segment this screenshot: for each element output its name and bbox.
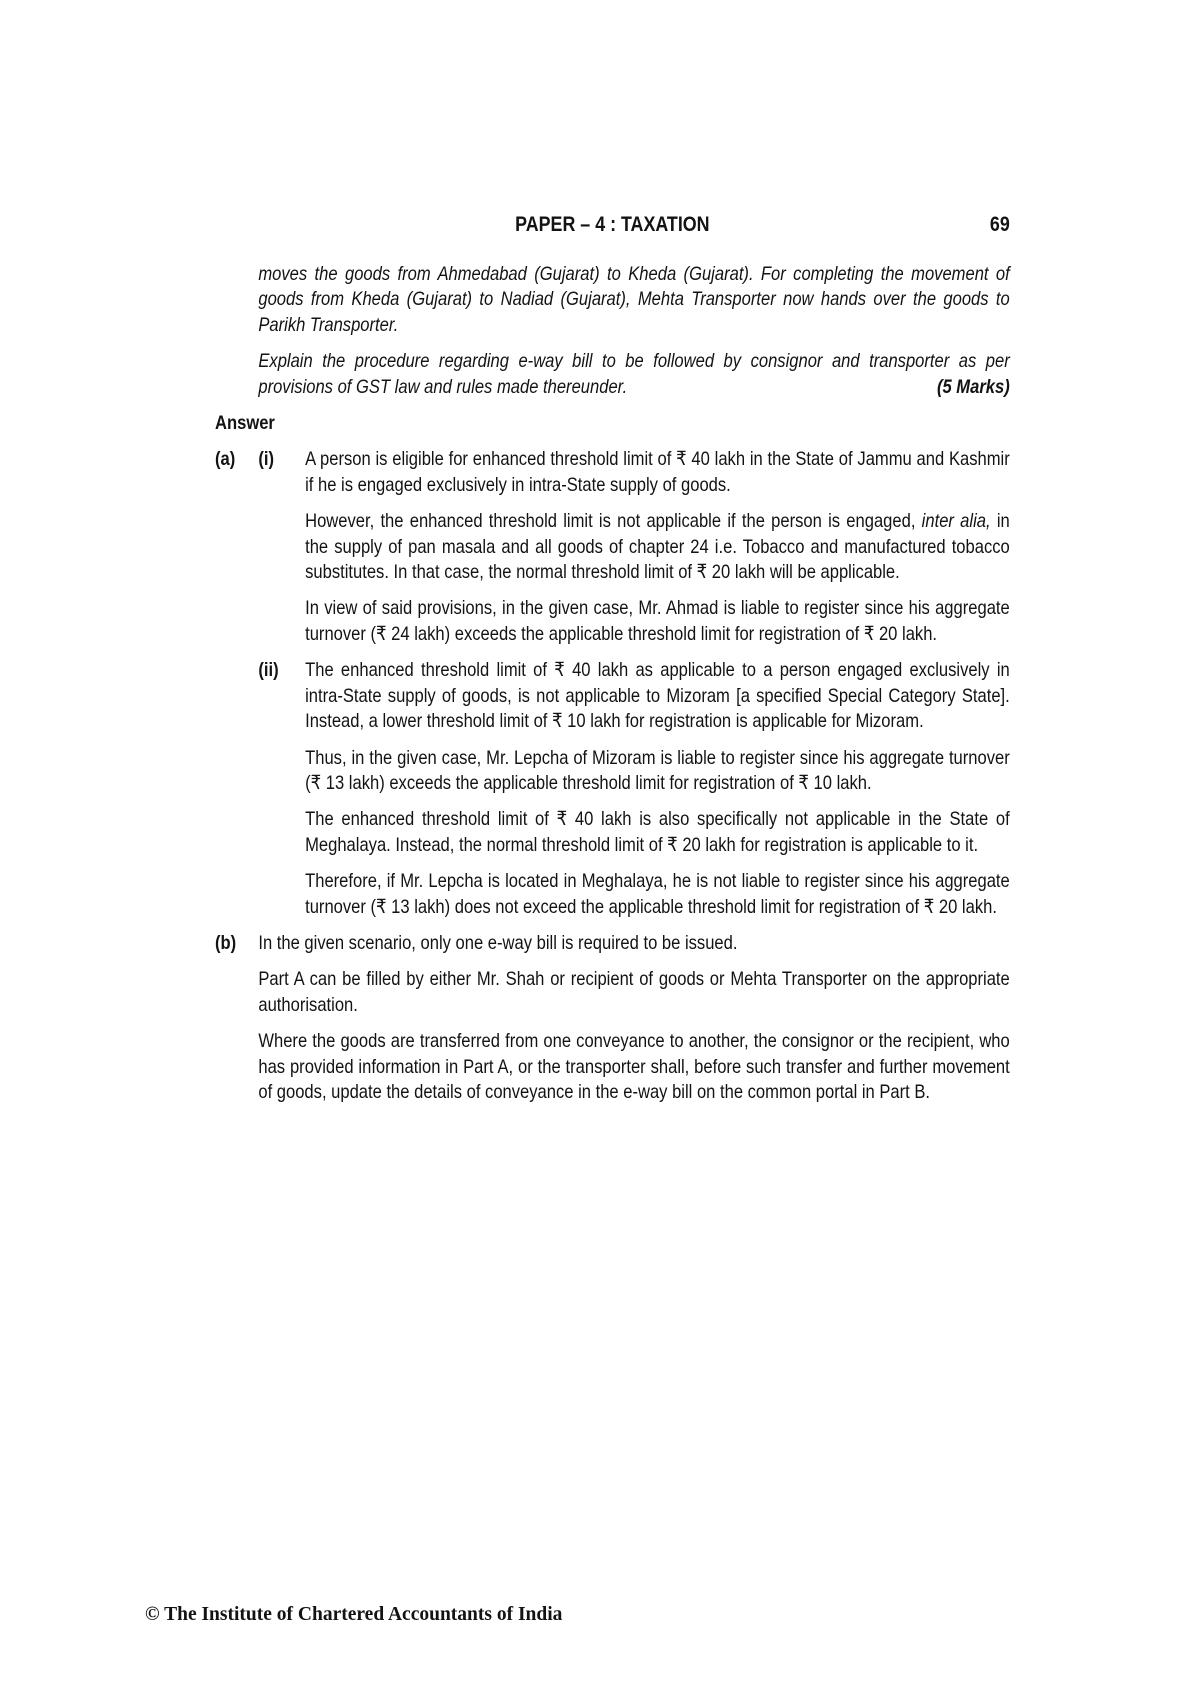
page-content <box>215 200 1010 1116</box>
label-part-b: (b) <box>215 931 237 954</box>
page-number: 69 <box>989 213 1010 236</box>
answer-b-paragraph-2: Part A can be filled by either Mr. Shah or recipient of goods or Mehta Transporter on the appropriate authorisation. <box>258 968 1010 1016</box>
question-paragraph-1: moves the goods from Ahmedabad (Gujarat) to Kheda (Gujarat). For completing the movement of goods from Kheda (Gujarat) to Nadiad (Gujarat), Mehta Transporter now hands over the goods to Parikh Transporter. <box>258 263 1010 336</box>
label-part-a: (a) <box>215 448 236 471</box>
answer-a-ii-paragraph-2: Thus, in the given case, Mr. Lepcha of Mizoram is liable to register since his aggregate turnover (₹ 13 lakh) exceeds the applicable threshold limit for registration of ₹ 10 lakh. <box>305 746 1010 794</box>
answer-b-paragraph-1: In the given scenario, only one e-way bill is required to be issued. <box>258 931 738 954</box>
answer-a-i-paragraph-2-pre: However, the enhanced threshold limit is not applicable if the person is engaged, <box>305 510 922 533</box>
answer-a-ii-paragraph-1: The enhanced threshold limit of ₹ 40 lakh as applicable to a person engaged exclusively in intra-State supply of goods, is not applicable to Mizoram [a specified Special Category State]. Instead, a lower threshold limit of ₹ 10 lakh for registration is applicable for Mizoram. <box>305 659 1010 733</box>
copyright-footer: © The Institute of Chartered Accountants of India <box>145 1604 563 1625</box>
answer-a-ii-paragraph-3: The enhanced threshold limit of ₹ 40 lakh is also specifically not applicable in the State of Meghalaya. Instead, the normal threshold limit of ₹ 20 lakh for registration is applicable to it. <box>305 808 1010 856</box>
question-paragraph-2-text: Explain the procedure regarding e-way bill to be followed by consignor and transporter as per provisions of GST law and rules made thereunder. <box>258 350 1010 398</box>
answer-heading: Answer <box>215 412 275 435</box>
page-header <box>215 212 1010 238</box>
label-spacer <box>215 658 258 734</box>
question-paragraph-2 <box>258 349 1009 400</box>
answer-b-row <box>215 931 1010 956</box>
answer-a-i-paragraph-1: A person is eligible for enhanced threshold limit of ₹ 40 lakh in the State of Jammu and Kashmir if he is engaged exclusively in intra-State supply of goods. <box>305 448 1010 496</box>
marks-label: (5 Marks) <box>925 375 1010 400</box>
label-item-ii: (ii) <box>258 659 279 682</box>
page-title: PAPER – 4 : TAXATION <box>515 213 710 236</box>
answer-a-i-row <box>215 447 1010 498</box>
answer-a-i-paragraph-3: In view of said provisions, in the given case, Mr. Ahmad is liable to register since his aggregate turnover (₹ 24 lakh) exceeds the applicable threshold limit for registration of ₹ 20 lakh. <box>305 597 1010 645</box>
label-item-i: (i) <box>258 448 274 471</box>
answer-a-i-paragraph-2-latin-phrase: inter alia, <box>921 510 991 533</box>
answer-a-ii-row <box>215 658 1010 734</box>
answer-a-ii-paragraph-4: Therefore, if Mr. Lepcha is located in Meghalaya, he is not liable to register since his aggregate turnover (₹ 13 lakh) does not exceed the applicable threshold limit for registration of ₹ 20 lakh. <box>305 870 1010 918</box>
answer-a-i-paragraph-2 <box>305 509 1010 585</box>
answer-a-i-paragraph-2-post: in the supply of pan masala and all goods of chapter 24 i.e. Tobacco and manufactured tobacco substitutes. In that case, the normal threshold limit of ₹ 20 lakh will be applicable. <box>305 510 1010 584</box>
answer-b-paragraph-3: Where the goods are transferred from one conveyance to another, the consignor or the recipient, who has provided information in Part A, or the transporter shall, before such transfer and further movement of goods, update the details of conveyance in the e-way bill on the common portal in Part B. <box>258 1030 1010 1103</box>
